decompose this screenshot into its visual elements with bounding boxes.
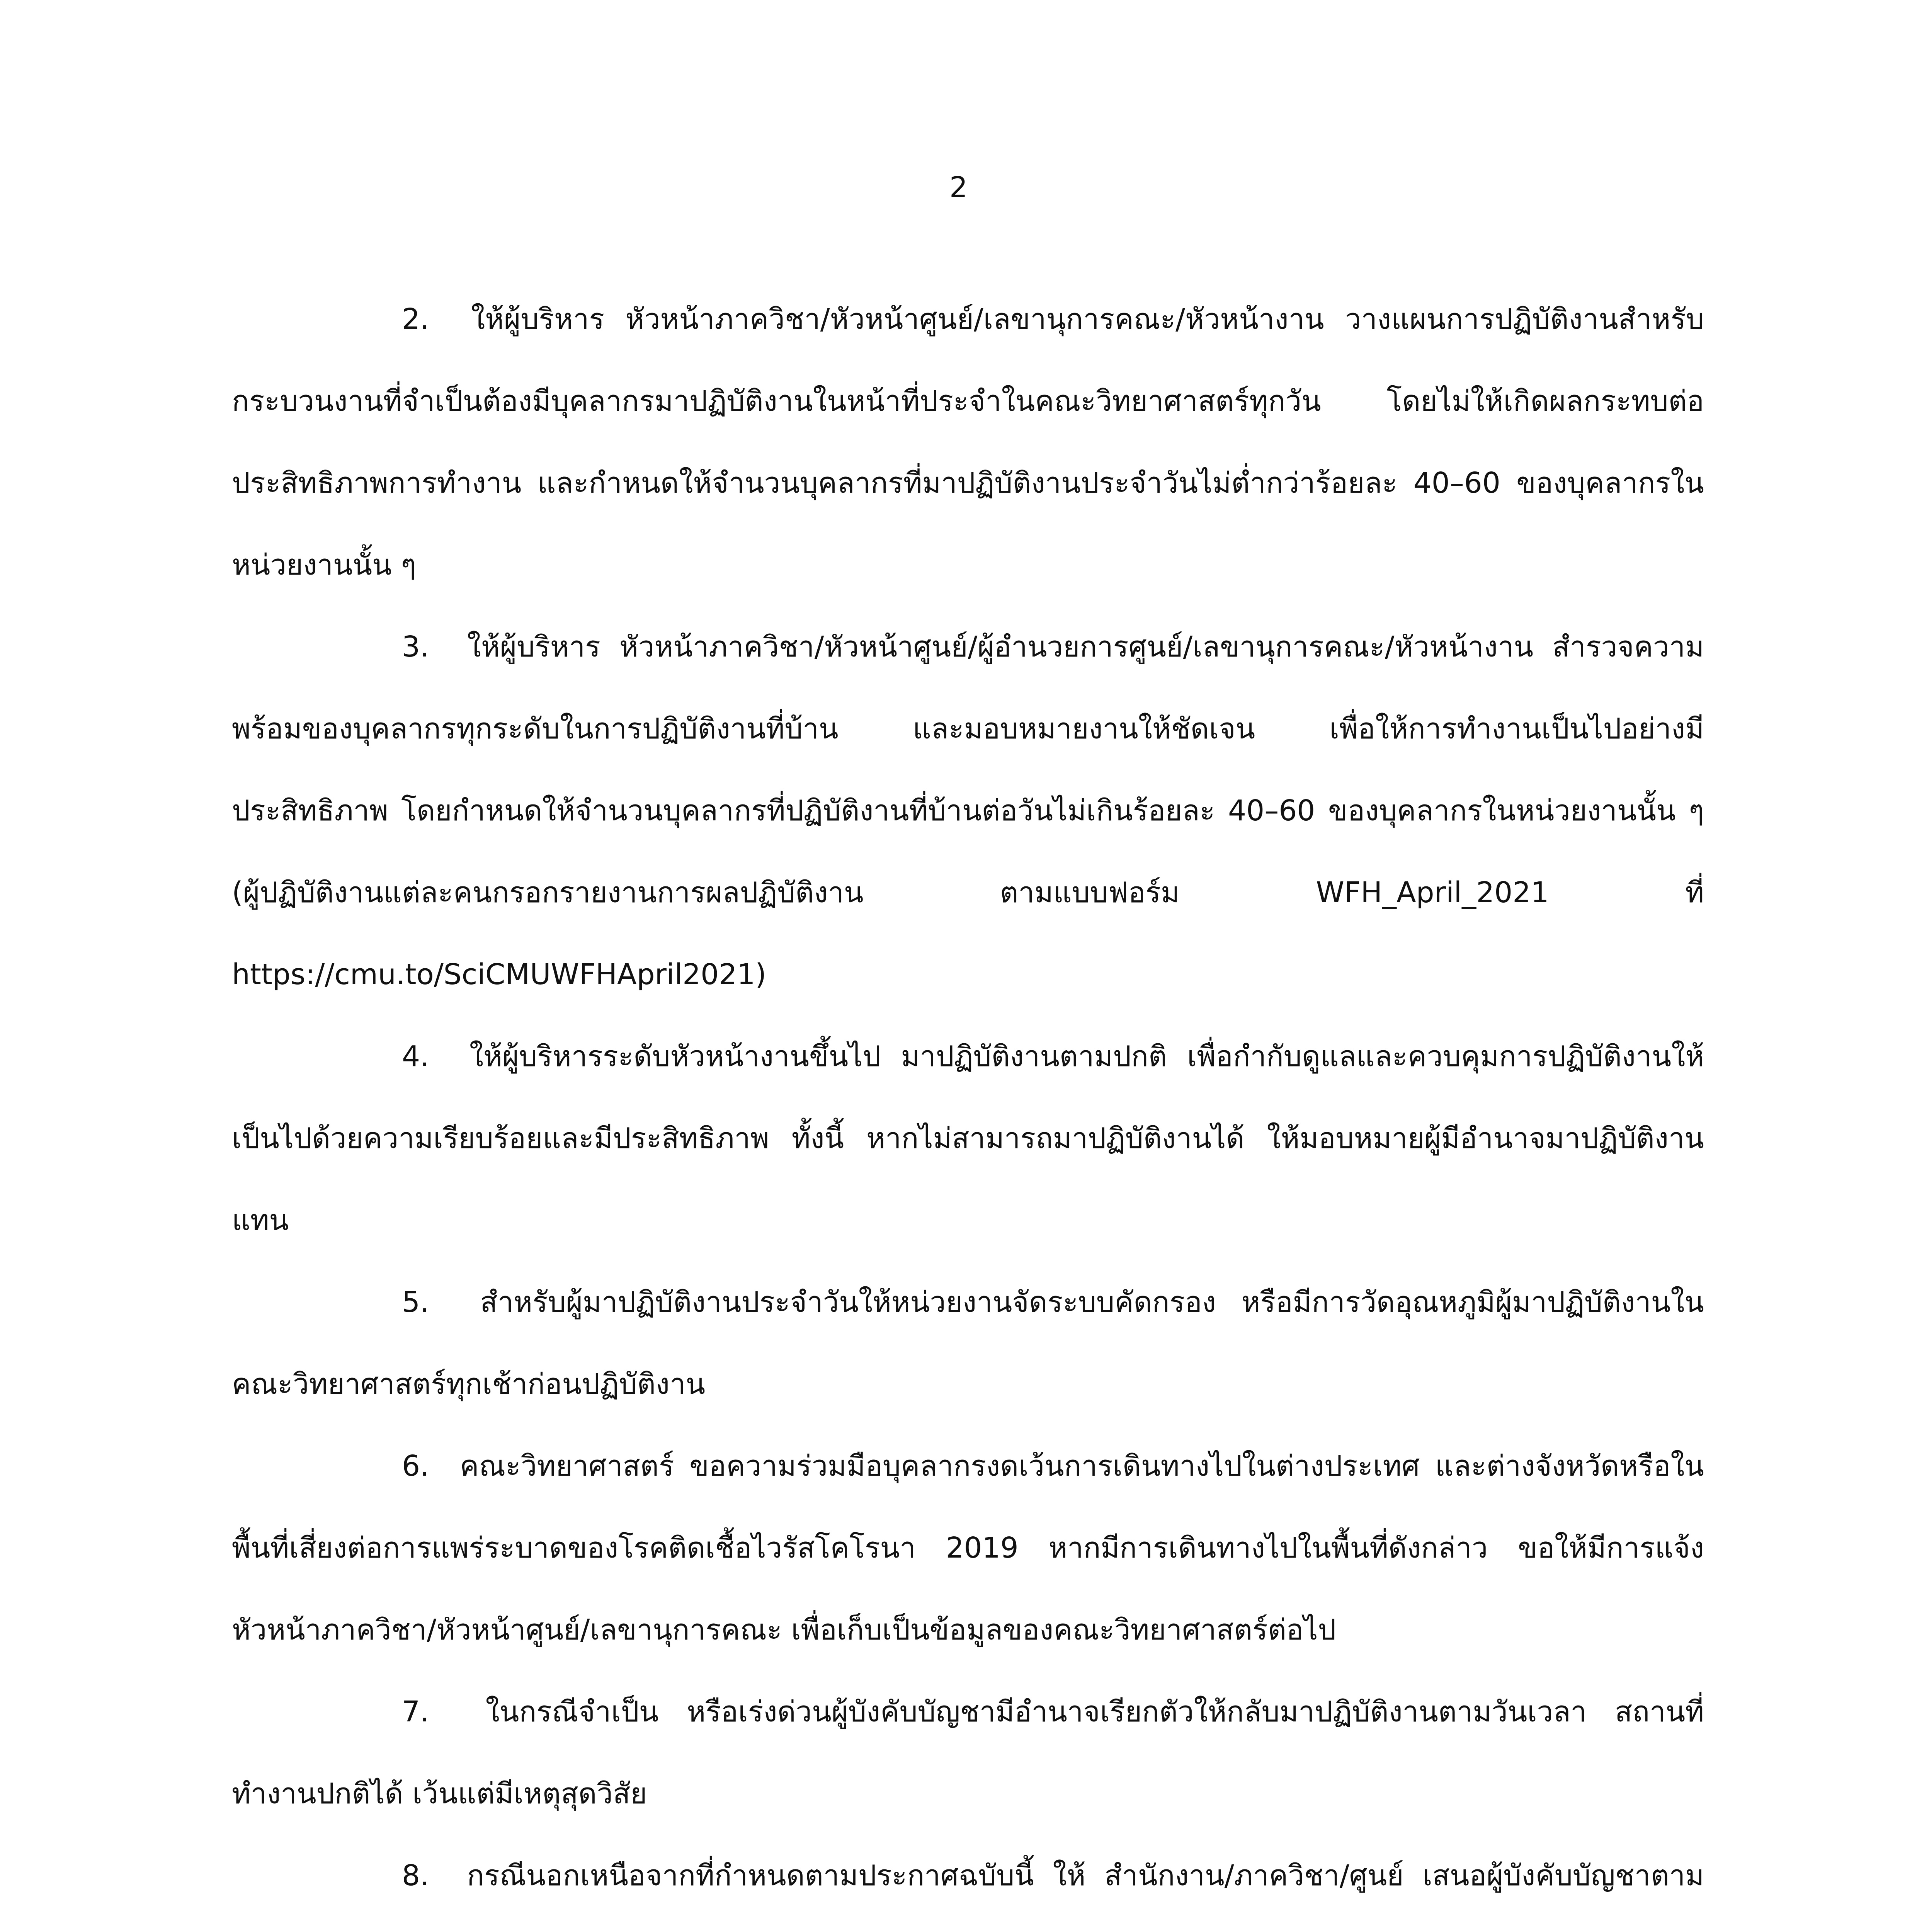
- paragraph-item: [232, 278, 1704, 606]
- paragraph-text: ให้ผู้บริหาร หัวหน้าภาควิชา/หัวหน้าศูนย์/ผู้อำนวยการศูนย์/เลขานุการคณะ/หัวหน้างาน สำรวจความพร้อมของบุคลากรทุกระดับในการปฏิบัติงานที่บ้าน และมอบหมายงานให้ชัดเจน เพื่อให้การทำงานเป็นไปอย่างมีประสิทธิภาพ โดยกำหนดให้จำนวนบุคลากรที่ปฏิบัติงานที่บ้านต่อวันไม่เกินร้อยละ 40–60 ของบุคลากรในหน่วยงานนั้น ๆ (ผู้ปฏิบัติงานแต่ละคนกรอกรายงานการผลปฏิบัติงาน ตามแบบฟอร์ม WFH_April_2021 ที่ https://cmu.to/SciCMUWFHApril2021): [232, 630, 1704, 991]
- paragraph-text: ให้ผู้บริหารระดับหัวหน้างานขึ้นไป มาปฏิบัติงานตามปกติ เพื่อกำกับดูแลและควบคุมการปฏิบัติงานให้เป็นไปด้วยความเรียบร้อยและมีประสิทธิภาพ ทั้งนี้ หากไม่สามารถมาปฏิบัติงานได้ ให้มอบหมายผู้มีอำนาจมาปฏิบัติงานแทน: [232, 1040, 1704, 1237]
- paragraph-item: [232, 1015, 1704, 1261]
- document-body: [232, 278, 1704, 1932]
- paragraph-number: 7.: [402, 1695, 429, 1728]
- paragraph-number: 5.: [402, 1286, 429, 1319]
- paragraph-item: [232, 1261, 1704, 1425]
- paragraph-text: ให้ผู้บริหาร หัวหน้าภาควิชา/หัวหน้าศูนย์/เลขานุการคณะ/หัวหน้างาน วางแผนการปฏิบัติงานสำหรับกระบวนงานที่จำเป็นต้องมีบุคลากรมาปฏิบัติงานในหน้าที่ประจำในคณะวิทยาศาสตร์ทุกวัน โดยไม่ให้เกิดผลกระทบต่อประสิทธิภาพการทำงาน และกำหนดให้จำนวนบุคลากรที่มาปฏิบัติงานประจำวันไม่ต่ำกว่าร้อยละ 40–60 ของบุคลากรในหน่วยงานนั้น ๆ: [232, 303, 1704, 582]
- paragraph-text: กรณีนอกเหนือจากที่กำหนดตามประกาศฉบับนี้ ให้ สำนักงาน/ภาควิชา/ศูนย์ เสนอผู้บังคับบัญชาตาม: [467, 1859, 1704, 1892]
- paragraph-item: [232, 1425, 1704, 1671]
- paragraph-item: [232, 1835, 1704, 1932]
- paragraph-number: 3.: [402, 630, 429, 663]
- paragraph-number: 2.: [402, 303, 429, 336]
- paragraph-number: 4.: [402, 1040, 429, 1073]
- paragraph-text: ในกรณีจำเป็น หรือเร่งด่วนผู้บังคับบัญชามีอำนาจเรียกตัวให้กลับมาปฏิบัติงานตามวันเวลา สถานที่ทำงานปกติได้ เว้นแต่มีเหตุสุดวิสัย: [232, 1695, 1704, 1810]
- paragraph-number: 8.: [402, 1859, 429, 1892]
- paragraph-number: 6.: [402, 1449, 429, 1483]
- paragraph-item: [232, 606, 1704, 1015]
- paragraph-item: [232, 1671, 1704, 1835]
- paragraph-text: คณะวิทยาศาสตร์ ขอความร่วมมือบุคลากรงดเว้นการเดินทางไปในต่างประเทศ และต่างจังหวัดหรือในพื้นที่เสี่ยงต่อการแพร่ระบาดของโรคติดเชื้อไวรัสโคโรนา 2019 หากมีการเดินทางไปในพื้นที่ดังกล่าว ขอให้มีการแจ้งหัวหน้าภาควิชา/หัวหน้าศูนย์/เลขานุการคณะ เพื่อเก็บเป็นข้อมูลของคณะวิทยาศาสตร์ต่อไป: [232, 1449, 1704, 1646]
- page-number: 2: [949, 171, 968, 204]
- paragraph-text: สำหรับผู้มาปฏิบัติงานประจำวันให้หน่วยงานจัดระบบคัดกรอง หรือมีการวัดอุณหภูมิผู้มาปฏิบัติงานในคณะวิทยาศาสตร์ทุกเช้าก่อนปฏิบัติงาน: [232, 1286, 1704, 1401]
